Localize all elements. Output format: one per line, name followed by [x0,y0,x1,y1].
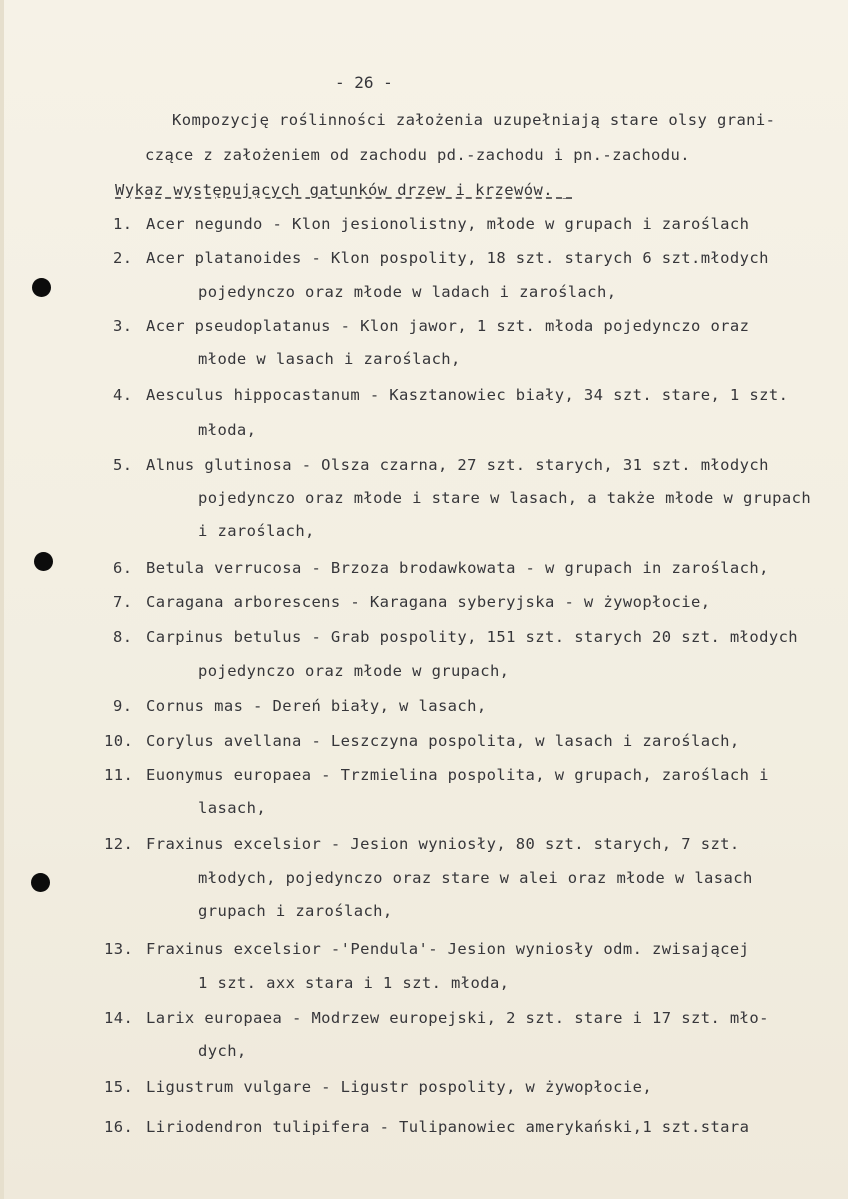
entry-number: 10. [104,732,134,750]
entry-line: Aesculus hippocastanum - Kasztanowiec biały, 34 szt. stare, 1 szt. [146,386,789,404]
list-item [113,214,749,234]
entry-continuation: lasach, [198,799,267,817]
entry-number: 15. [104,1078,134,1096]
intro-line: czące z założeniem od zachodu pd.-zachodu i pn.-zachodu. [145,146,690,164]
entry-number: 4. [113,386,133,404]
entry-continuation: pojedynczo oraz młode w grupach, [198,662,510,680]
entry-continuation: grupach i zaroślach, [198,902,393,920]
entry-line: Acer platanoides - Klon pospolity, 18 szt. starych 6 szt.młodych [146,249,769,267]
list-item [113,316,749,336]
entry-continuation: pojedynczo oraz młode w ladach i zaroślach, [198,283,617,301]
list-item [113,592,710,612]
list-item [104,731,740,751]
list-item [113,455,769,475]
intro-line: Kompozycję roślinności założenia uzupełniają stare olsy grani- [172,111,776,129]
entry-line: Ligustrum vulgare - Ligustr pospolity, w żywopłocie, [146,1078,653,1096]
section-heading: Wykaz występujących gatunków drzew i krzewów. _ [115,181,573,199]
entry-number: 2. [113,249,133,267]
entry-continuation: młodych, pojedynczo oraz stare w alei oraz młode w lasach [198,869,753,887]
entry-number: 3. [113,317,133,335]
entry-line: Liriodendron tulipifera - Tulipanowiec amerykański,1 szt.stara [146,1118,750,1136]
list-item [113,385,788,405]
entry-continuation: 1 szt. axx stara i 1 szt. młoda, [198,974,510,992]
list-item [113,558,769,578]
entry-number: 6. [113,559,133,577]
entry-line: Larix europaea - Modrzew europejski, 2 szt. stare i 17 szt. mło- [146,1009,769,1027]
list-item [113,696,487,716]
entry-number: 13. [104,940,134,958]
entry-line: Fraxinus excelsior -'Pendula'- Jesion wyniosły odm. zwisającej [146,940,750,958]
entry-continuation: dych, [198,1042,247,1060]
list-item [113,248,769,268]
entry-number: 8. [113,628,133,646]
entry-line: Acer negundo - Klon jesionolistny, młode w grupach i zaroślach [146,215,750,233]
entry-line: Alnus glutinosa - Olsza czarna, 27 szt. starych, 31 szt. młodych [146,456,769,474]
list-item [104,1008,769,1028]
punch-hole [32,278,51,297]
list-item [104,1117,749,1137]
list-item [104,1077,652,1097]
entry-number: 16. [104,1118,134,1136]
entry-number: 7. [113,593,133,611]
entry-line: Cornus mas - Dereń biały, w lasach, [146,697,487,715]
entry-continuation: młoda, [198,421,257,439]
entry-line: Acer pseudoplatanus - Klon jawor, 1 szt. młoda pojedynczo oraz [146,317,750,335]
list-item [104,834,740,854]
list-item [104,939,749,959]
entry-number: 5. [113,456,133,474]
entry-line: Betula verrucosa - Brzoza brodawkowata - w grupach in zaroślach, [146,559,769,577]
entry-number: 1. [113,215,133,233]
list-item [113,627,798,647]
entry-line: Carpinus betulus - Grab pospolity, 151 szt. starych 20 szt. młodych [146,628,799,646]
entry-line: Euonymus europaea - Trzmielina pospolita, w grupach, zaroślach i [146,766,769,784]
entry-continuation: pojedynczo oraz młode i stare w lasach, a także młode w grupach [198,489,812,507]
entry-number: 12. [104,835,134,853]
entry-continuation: i zaroślach, [198,522,315,540]
punch-hole [31,873,50,892]
entry-line: Caragana arborescens - Karagana syberyjska - w żywopłocie, [146,593,711,611]
entry-continuation: młode w lasach i zaroślach, [198,350,461,368]
list-item [104,765,769,785]
entry-line: Corylus avellana - Leszczyna pospolita, w lasach i zaroślach, [146,732,740,750]
entry-number: 11. [104,766,134,784]
punch-hole [34,552,53,571]
page-number: - 26 - [335,73,393,92]
entry-line: Fraxinus excelsior - Jesion wyniosły, 80 szt. starych, 7 szt. [146,835,740,853]
entry-number: 9. [113,697,133,715]
entry-number: 14. [104,1009,134,1027]
